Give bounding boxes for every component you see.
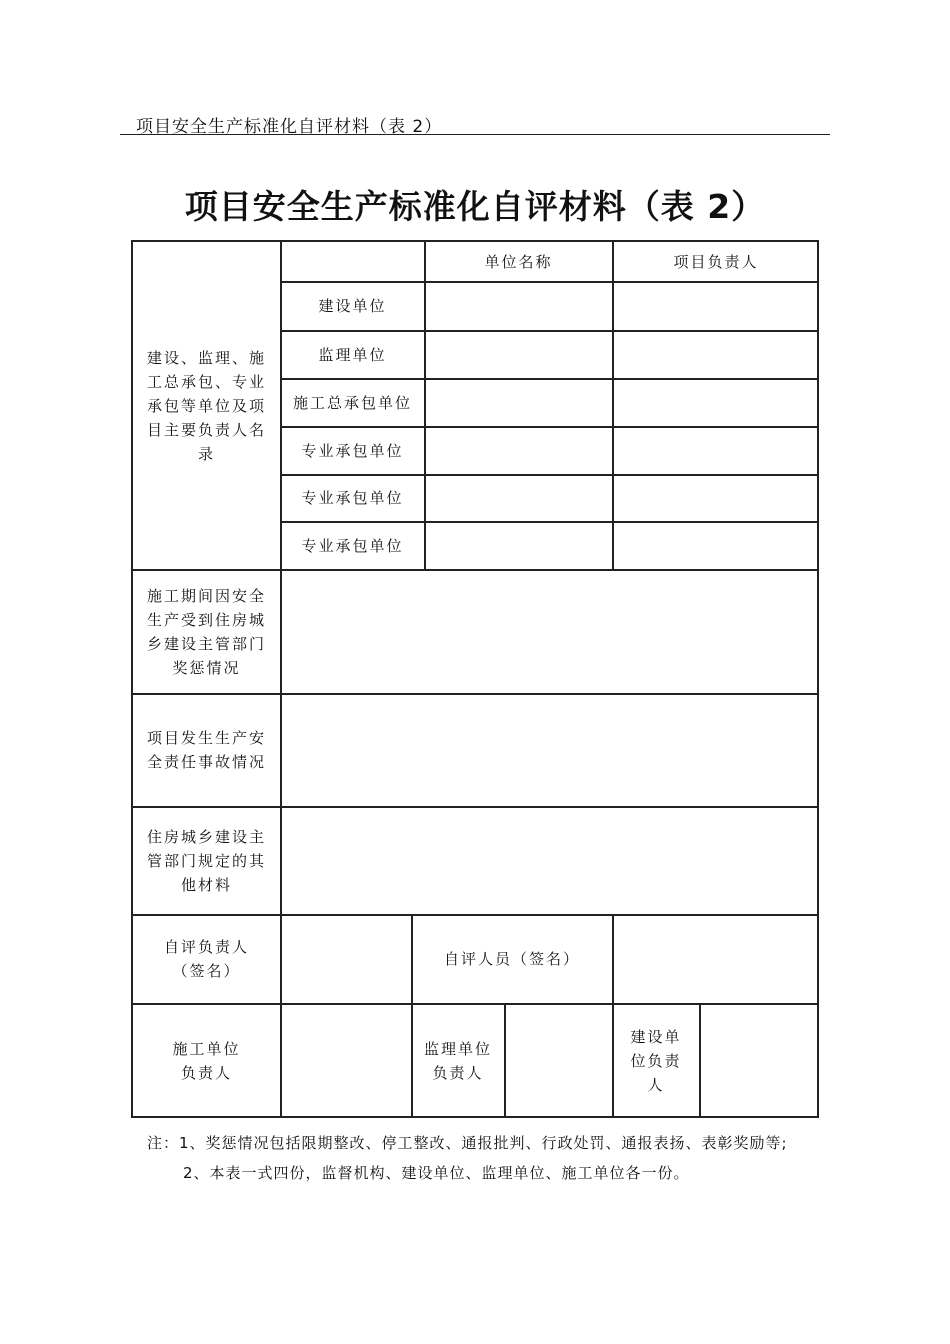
supervision-lead-label: 监理单位负责人 bbox=[424, 1040, 493, 1082]
col-project-lead: 项目负责人 bbox=[673, 253, 759, 271]
note-line-1: 注：1、奖惩情况包括限期整改、停工整改、通报批判、行政处罚、通报表扬、表彰奖励等; bbox=[147, 1134, 788, 1152]
owner-lead-label: 建设单位负责人 bbox=[630, 1028, 682, 1094]
row-other-label: 住房城乡建设主管部门规定的其他材料 bbox=[146, 827, 266, 894]
self-eval-lead-label: 自评负责人（签名） bbox=[163, 938, 249, 980]
page-header bbox=[120, 111, 830, 135]
construction-lead-label: 施工单位负责人 bbox=[172, 1040, 241, 1082]
col-unit-name: 单位名称 bbox=[484, 253, 553, 271]
unit-row-label: 建设单位 bbox=[318, 297, 387, 315]
document-title: 项目安全生产标准化自评材料（表 2） bbox=[184, 187, 766, 226]
header-text: 项目安全生产标准化自评材料（表 2） bbox=[136, 117, 443, 137]
section1-label: 建设、监理、施工总承包、专业承包等单位及项目主要负责人名录 bbox=[146, 349, 266, 463]
row-accident-label: 项目发生生产安全责任事故情况 bbox=[146, 729, 266, 771]
unit-row-label: 施工总承包单位 bbox=[292, 393, 412, 412]
notes bbox=[147, 1128, 788, 1188]
unit-row-label: 专业承包单位 bbox=[301, 489, 404, 507]
row-rewards-label: 施工期间因安全生产受到住房城乡建设主管部门奖惩情况 bbox=[146, 586, 266, 677]
unit-row-label: 专业承包单位 bbox=[301, 536, 404, 555]
self-eval-staff-label: 自评人员（签名） bbox=[443, 950, 580, 968]
self-evaluation-table bbox=[131, 240, 819, 1118]
note-line-2: 2、本表一式四份，监督机构、建设单位、监理单位、施工单位各一份。 bbox=[183, 1164, 690, 1182]
unit-row-label: 监理单位 bbox=[318, 345, 387, 364]
unit-row-label: 专业承包单位 bbox=[301, 441, 404, 460]
